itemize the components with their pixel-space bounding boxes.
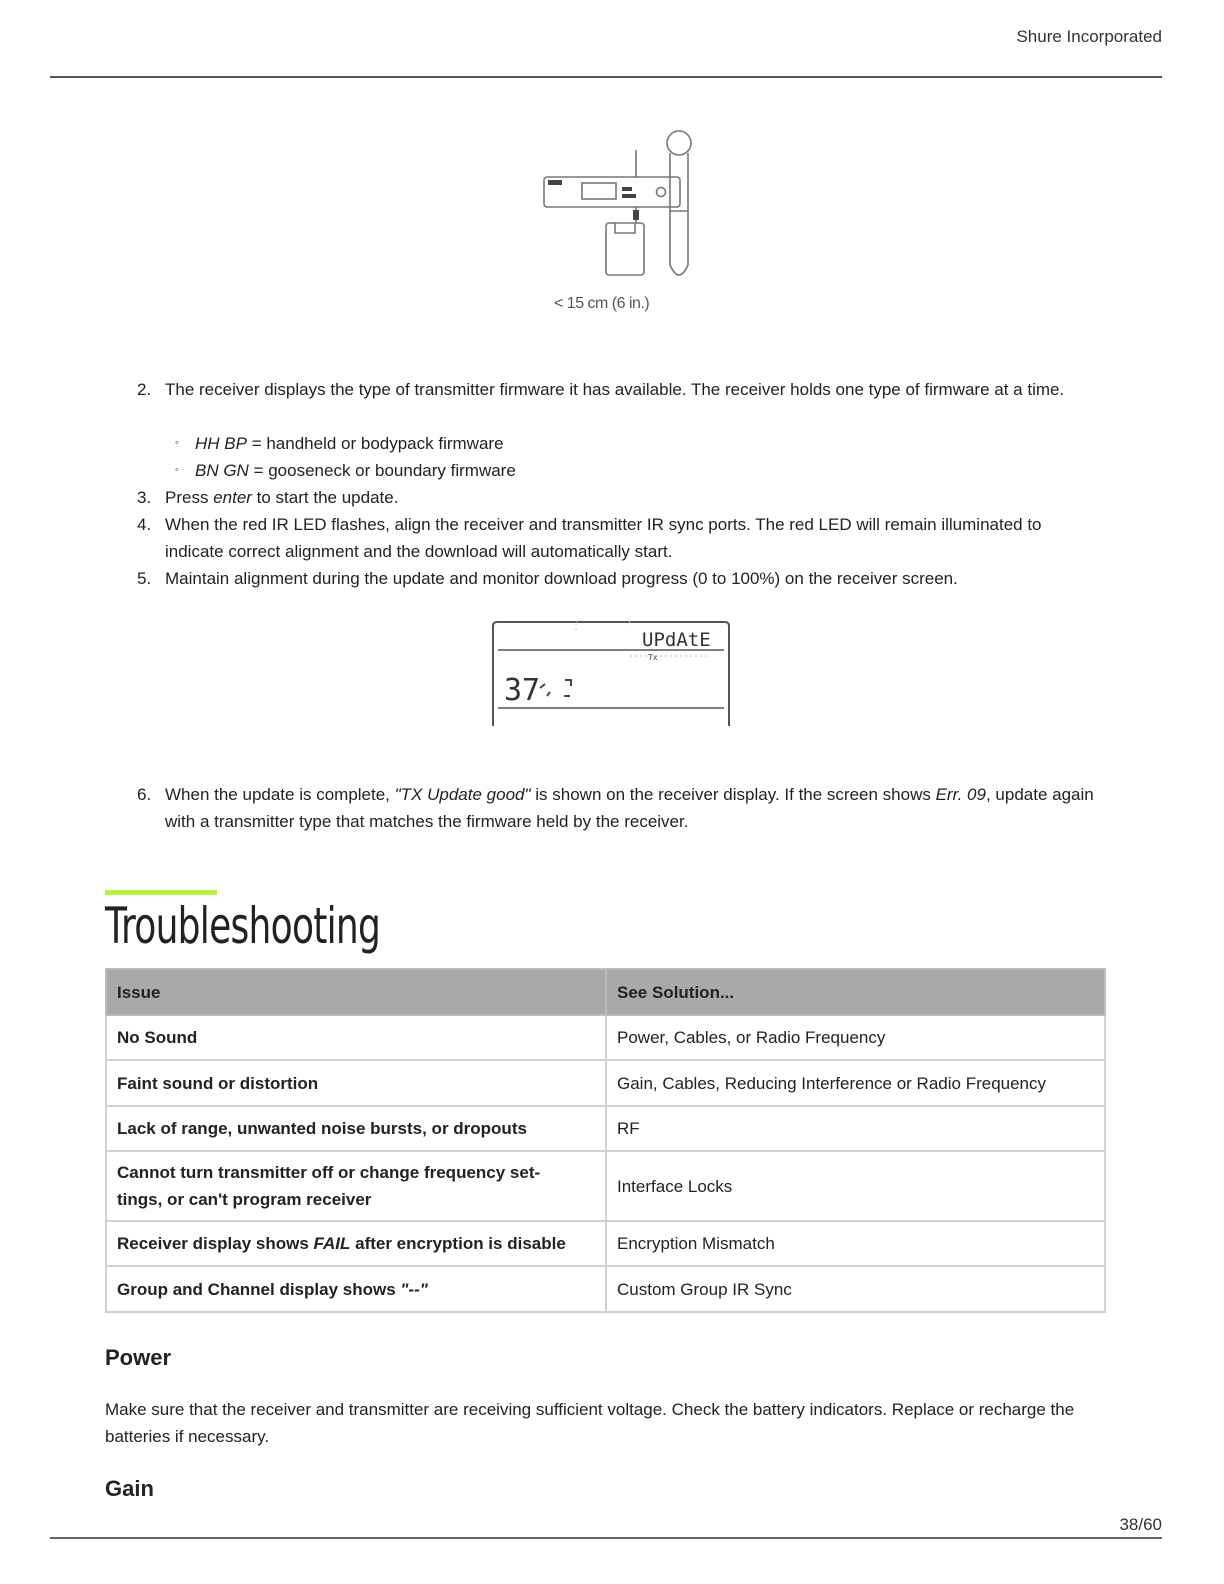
lcd-progress-number: 37 [504,673,541,708]
firmware-code: HH BP [195,434,247,453]
table-row [106,1106,1105,1151]
firmware-type-hh-bp [175,430,504,457]
solution-cell: Gain, Cables, Reducing Interference or Radio Frequency [606,1060,1105,1106]
step-text: The receiver displays the type of transmitter firmware it has available. The receiver holds one type of firmware at a time. [165,380,1065,399]
receiver-transmitter-drawing [530,125,710,295]
solution-cell: Custom Group IR Sync [606,1266,1105,1312]
receiver-knob [657,188,666,197]
distance-caption: < 15 cm (6 in.) [554,295,650,312]
receiver-update-display [490,618,732,730]
step-text: Press enter to start the update. [165,488,399,507]
step-6 [137,781,1097,835]
table-row [106,1221,1105,1266]
gain-heading: Gain [105,1476,154,1501]
solution-cell: Power, Cables, or Radio Frequency [606,1015,1105,1060]
solution-cell: RF [606,1106,1105,1151]
step-4 [137,511,1097,565]
hollow-bullet-icon: ◦ [175,464,179,476]
bodypack [606,223,644,275]
step-text: When the update is complete, "TX Update good" is shown on the receiver display. If the screen shows Err. 09, update again with a transmitter type that matches the firmware held by the receiver. [165,785,1094,831]
table-row [106,1266,1105,1312]
troubleshooting-table [105,968,1106,1313]
column-header-solution: See Solution... [606,969,1105,1015]
issue-cell: Lack of range, unwanted noise bursts, or dropouts [106,1106,606,1151]
step-5 [137,565,1097,592]
lcd-update-word: UPdAtE [642,629,711,651]
issue-cell: Cannot turn transmitter off or change frequency set- tings, or can't program receiver [106,1151,606,1221]
solution-cell: Interface Locks [606,1151,1105,1221]
section-accent-bar [105,890,217,895]
table-row [106,1015,1105,1060]
section-title: Troubleshooting [105,897,381,955]
table-row [106,1151,1105,1221]
hollow-bullet-icon: ◦ [175,437,179,449]
issue-cell: Receiver display shows FAIL after encryption is disable [106,1221,606,1266]
step-number: 3. [137,488,152,507]
receiver-screen [582,183,616,199]
mic-head [667,131,691,155]
solution-cell: Encryption Mismatch [606,1221,1105,1266]
issue-cell: Group and Channel display shows "--" [106,1266,606,1312]
step-text: Maintain alignment during the update and monitor download progress (0 to 100%) on the receiver screen. [165,569,958,588]
lcd-screen-drawing [490,618,732,730]
firmware-code: BN GN [195,461,249,480]
table-header-row [106,969,1105,1015]
firmware-desc: = gooseneck or boundary firmware [248,461,516,480]
page-number: 38/60 [1119,1515,1162,1534]
ir-sync-illustration [530,125,710,325]
table-row [106,1060,1105,1106]
step-number: 5. [137,569,152,588]
footer-divider [50,1537,1162,1539]
firmware-type-bn-gn [175,457,516,484]
power-paragraph: Make sure that the receiver and transmitter are receiving sufficient voltage. Check the battery indicators. Replace or recharge the batteries if necessary. [105,1400,1075,1446]
receiver-body [544,177,680,207]
column-header-issue: Issue [106,969,606,1015]
header-divider [50,76,1162,78]
issue-cell: Faint sound or distortion [106,1060,606,1106]
firmware-desc: = handheld or bodypack firmware [246,434,504,453]
power-heading: Power [105,1345,172,1370]
step-3 [137,484,1097,511]
mic-body [670,153,688,275]
lcd-tx-label: Tx [648,653,658,662]
header-company: Shure Incorporated [1016,27,1162,46]
step-number: 6. [137,785,152,804]
issue-cell: No Sound [106,1015,606,1060]
step-2 [137,376,1097,403]
step-text: When the red IR LED flashes, align the receiver and transmitter IR sync ports. The red LED will remain illuminated to indicate correct alignment and the download will automatically start. [165,515,1042,561]
step-number: 2. [137,380,152,399]
step-number: 4. [137,515,152,534]
